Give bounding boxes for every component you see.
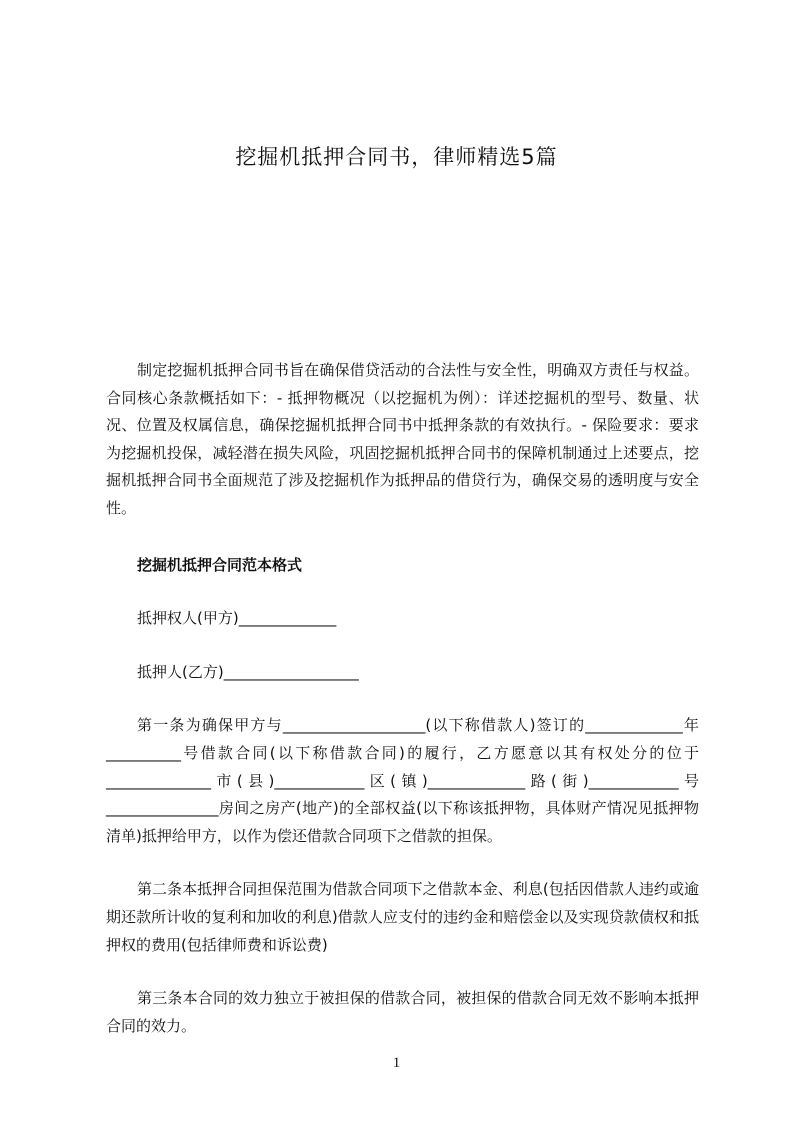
document-title: 挖掘机抵押合同书，律师精选5篇 [235,145,558,169]
spacer [106,686,699,712]
spacer [106,633,699,659]
article-3-paragraph: 第三条本合同的效力独立于被担保的借款合同，被担保的借款合同无效不影响本抵押合同的效力。 [106,989,699,1035]
section-heading: 挖掘机抵押合同范本格式 [137,555,303,574]
spacer [106,579,699,605]
intro-paragraph: 制定挖掘机抵押合同书旨在确保借贷活动的合法性与安全性，明确双方责任与权益。合同核心条款概括如下：- 抵押物概况（以挖掘机为例）：详述挖掘机的型号、数量、状况、位置及权属信息，确保挖掘机抵押合同书中抵押条款的有效执行。- 保险要求：要求为挖掘机投保，减轻潜在损失风险，巩固挖掘机抵押合同书的保障机制通过上述要点，挖掘机抵押合同书全面规范了涉及挖掘机作为抵押品的借贷行为，确保交易的透明度与安全性。 [106,361,699,517]
article-1-paragraph: 第一条为确保甲方与___________________(以下称借款人)签订的_____________年__________号借款合同(以下称借款合同)的履行，乙方愿意以其有权处分的位于______________市(县)____________区(镇)_____________路(街)____________号_______________房间之房产(地产)的全部权益(以下称该抵押物，具体财产情况见抵押物清单)抵押给甲方，以作为偿还借款合同项下之借款的担保。 [106,716,699,845]
document-body [106,357,699,1040]
spacer [106,523,699,552]
mortgagor-line: 抵押人(乙方)__________________ [137,662,359,681]
spacer [106,959,699,985]
mortgagee-line: 抵押权人(甲方)_____________ [137,609,337,628]
page-number: 1 [392,1055,401,1071]
spacer [106,850,699,876]
article-2-paragraph: 第二条本抵押合同担保范围为借款合同项下之借款本金、利息(包括因借款人违约或逾期还款所计收的复利和加收的利息)借款人应支付的违约金和赔偿金以及实现贷款债权和抵押权的费用(包括律师费和诉讼费) [106,880,699,954]
